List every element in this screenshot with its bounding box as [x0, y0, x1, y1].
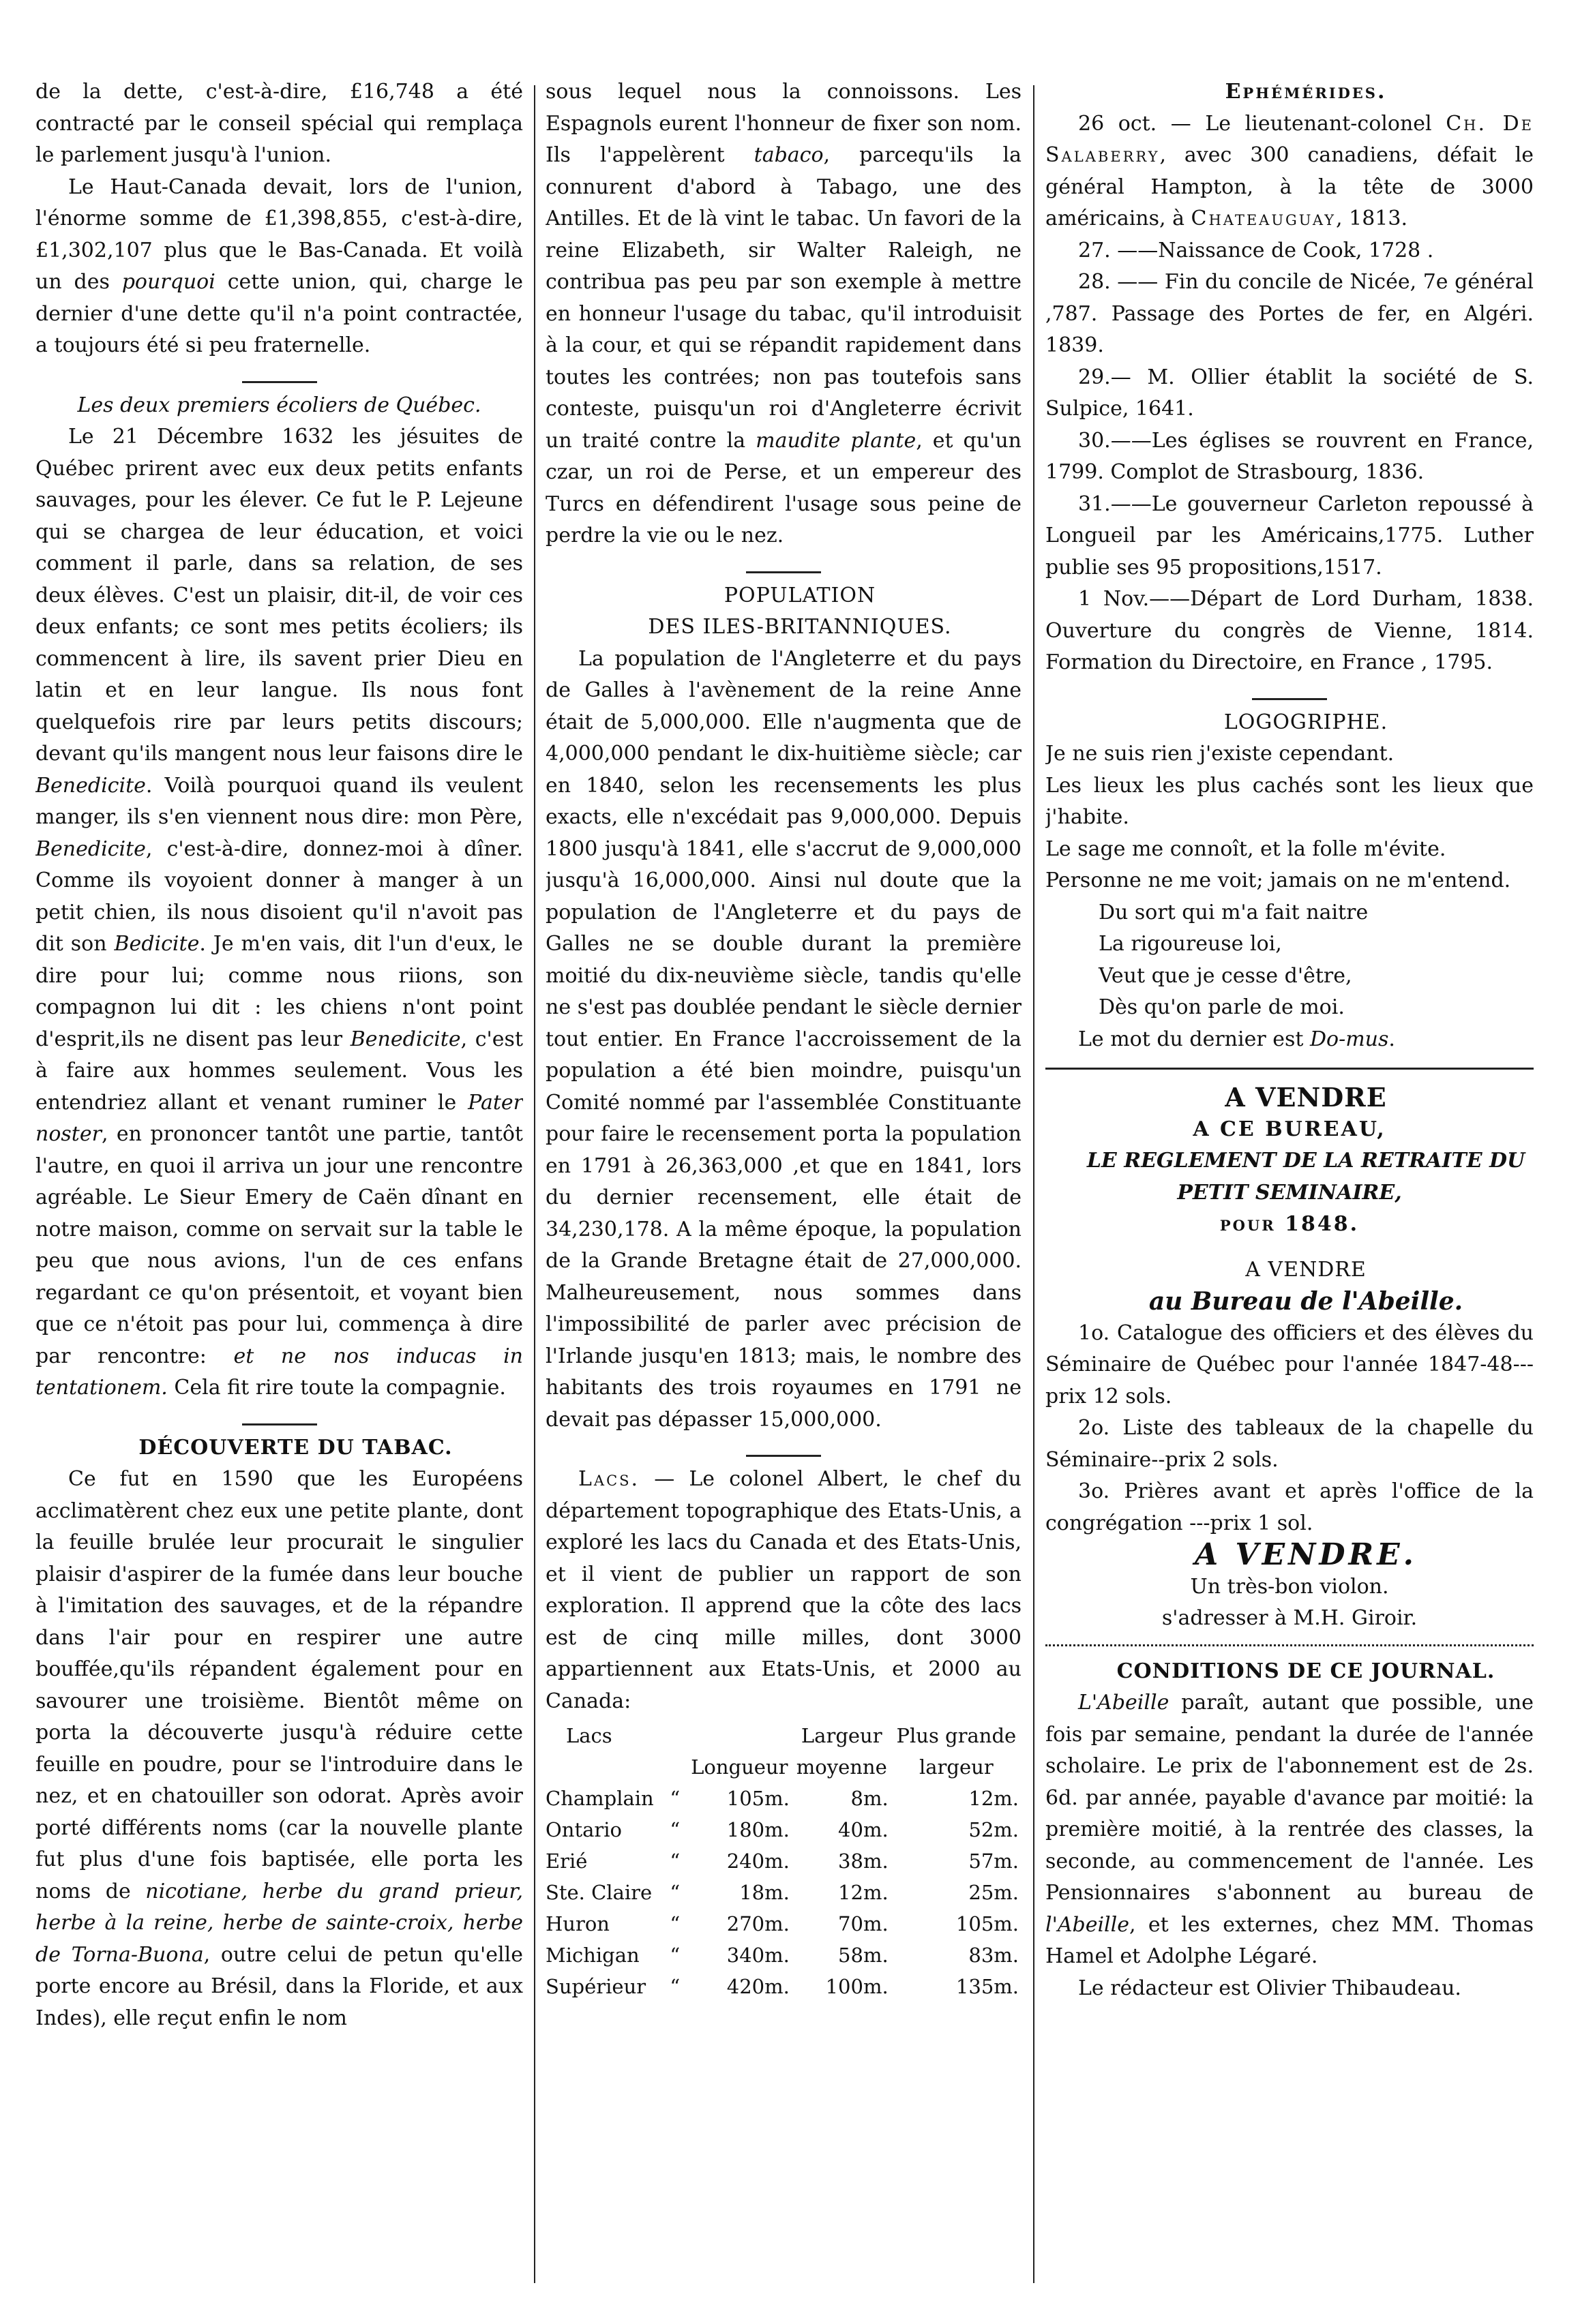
paragraph-dette: de la dette, c'est-à-dire, £16,748 a été contracté par le conseil spécial qui remplaça le parlement jusqu'à l'union.	[35, 80, 523, 167]
lake-max-width: 135m.	[955, 1975, 1019, 1998]
lake-avg-width: 40m.	[838, 1818, 889, 1841]
lake-max-width: 25m.	[968, 1881, 1019, 1904]
table-row	[546, 1814, 1022, 1845]
lacs-label: Lacs.	[578, 1467, 640, 1491]
text-span: , et qu'un czar, un roi de Perse, et un empereur des Turcs en défendirent l'usage sous peine de perdre la vie ou le nez.	[546, 428, 1022, 547]
column-2	[546, 76, 1022, 2283]
lake-max-width: 83m.	[968, 1944, 1019, 1967]
ad-year: pour 1848.	[1219, 1212, 1360, 1236]
table-row	[546, 1971, 1022, 2002]
text-span: , en prononcer tantôt une partie, tantôt l'autre, en quoi il arriva un jour une rencontre agréable. Le Sieur Emery de Caën dînant en notre maison, comme on servait sur la table le peu que nous avions, l'un de ces enfans regardant ce qu'on présentoit, et voyant bien que ce n'étoit pas pour lui, commença à dire par rencontre:	[35, 1122, 523, 1368]
emphasis: nicotiane, herbe du grand prieur, herbe à la reine, herbe de sainte-croix, herbe de Torna-Buona	[35, 1879, 523, 1967]
verse-line: Veut que je cesse d'être,	[1099, 963, 1352, 988]
text-span: , et les externes, chez MM. Thomas Hamel et Adolphe Légaré.	[1045, 1912, 1534, 1968]
lake-length: 420m.	[726, 1975, 790, 1998]
ditto-mark: “	[670, 1944, 681, 1967]
ephemeride-entry	[1045, 108, 1534, 235]
text-span: Le mot du dernier est	[1078, 1027, 1304, 1051]
section-rule	[242, 381, 317, 383]
ephemeride-entry: 31.——Le gouverneur Carleton repoussé à Longueil par les Américains,1775. Luther publie ses 95 propositions,1517.	[1045, 492, 1534, 579]
column-divider	[534, 85, 535, 2283]
ad-body: LE REGLEMENT DE LA RETRAITE DU PETIT SEMINAIRE,	[1086, 1149, 1525, 1205]
paragraph-lacs	[546, 1464, 1022, 1717]
table-row	[546, 1940, 1022, 1971]
section-rule	[1045, 1068, 1534, 1070]
table-row	[546, 1908, 1022, 1940]
heading-conditions: CONDITIONS DE CE JOURNAL.	[1116, 1659, 1495, 1683]
lake-length: 18m.	[739, 1881, 790, 1904]
column-header: Plus grande	[896, 1724, 1017, 1747]
ad-title: A VENDRE	[1225, 1082, 1387, 1113]
text-span: .	[1388, 1027, 1395, 1051]
lake-avg-width: 12m.	[838, 1881, 889, 1904]
ephemeride-entry: 27. ——Naissance de Cook, 1728 .	[1078, 238, 1434, 262]
logogriphe-line: Personne ne me voit; jamais on ne m'entend.	[1045, 869, 1511, 892]
lake-max-width: 105m.	[955, 1912, 1019, 1935]
lake-name: Huron	[546, 1912, 610, 1935]
ephemeride-entry: 29.— M. Ollier établit la société de S. Sulpice, 1641.	[1045, 365, 1534, 421]
lake-avg-width: 58m.	[838, 1944, 889, 1967]
lake-avg-width: 38m.	[838, 1850, 889, 1873]
table-header-row	[546, 1751, 1022, 1783]
verse-line: La rigoureuse loi,	[1099, 932, 1282, 956]
text-span: cette union, qui, charge le dernier d'une dette qu'il n'a point contractée, a toujours été si peu fraternelle.	[35, 270, 523, 357]
section-rule	[1045, 1644, 1534, 1646]
paragraph-population: La population de l'Angleterre et du pays de Galles à l'avènement de la reine Anne était de 5,000,000. Elle n'augmenta que de 4,000,000 pendant le dix-huitième siècle; car en 1840, selon les recensements les plus exacts, elle n'excédait pas 9,000,000. Depuis 1800 jusqu'à 1841, elle s'accrut de 9,000,000 jusqu'à 16,000,000. Ainsi nul doute que la population de l'Angleterre et du pays de Galles ne se double durant la première moitié du dix-neuvième siècle, tandis qu'elle ne s'est pas doublée pendant le siècle dernier tout entier. En France l'accroissement de la population a été bien moindre, puisqu'un Comité nommé par l'assemblée Constituante pour faire le recensement porta la population en 1791 à 26,363,000 ,et que en 1841, lors du dernier recensement, elle était de 34,230,178. A la même époque, la population de la Grande Bretagne était de 27,000,000. Malheureusement, nous sommes dans l'impossibilité de parler avec précision de l'Irlande jusqu'en 1813; mais, le nombre des habitants des trois royaumes en 1791 ne devait pas dépasser 15,000,000.	[546, 646, 1022, 1432]
ditto-mark: “	[670, 1818, 681, 1841]
emphasis: Benedicite	[35, 836, 146, 861]
verse-line: Dès qu'on parle de moi.	[1099, 995, 1345, 1019]
emphasis: Bedicite	[114, 932, 200, 956]
lake-avg-width: 100m.	[825, 1975, 889, 1998]
logogriphe-line: Je ne suis rien j'existe cependant.	[1045, 742, 1395, 766]
column-header	[664, 1720, 687, 1751]
text-span: , c'est à faire aux hommes seulement. Vous les entendriez allant et venant ruminer le	[35, 1027, 523, 1115]
lake-max-width: 52m.	[968, 1818, 1019, 1841]
paragraph-redacteur: Le rédacteur est Olivier Thibaudeau.	[1078, 1976, 1461, 2000]
logogriphe-line: Le sage me connoît, et la folle m'évite.	[1045, 836, 1446, 861]
text-span: sous lequel nous la connoissons. Les Espagnols eurent l'honneur de fixer son nom. Ils l'appelèrent	[546, 80, 1022, 167]
lake-avg-width: 70m.	[838, 1912, 889, 1935]
heading-population: POPULATION	[724, 583, 876, 607]
text-span: , avec 300 canadiens, défait le général Hampton, à la tête de 3000 américains, à	[1045, 143, 1534, 230]
column-header: moyenne	[796, 1755, 887, 1779]
table-row	[546, 1845, 1022, 1877]
ditto-mark: “	[670, 1787, 681, 1810]
lake-length: 240m.	[726, 1850, 790, 1873]
column-3	[1045, 76, 1534, 2283]
lake-length: 180m.	[726, 1818, 790, 1841]
heading-population-sub: DES ILES-BRITANNIQUES.	[648, 615, 952, 639]
heading-ecoliers: Les deux premiers écoliers de Québec.	[77, 393, 481, 417]
column-header	[546, 1751, 664, 1783]
ephemeride-entry: 28. —— Fin du concile de Nicée, 7e général ,787. Passage des Portes de fer, en Algéri. 1839.	[1045, 270, 1534, 357]
paragraph-ecoliers	[35, 421, 523, 1404]
ad-item: 3o. Prières avant et après l'office de la congrégation ---prix 1 sol.	[1045, 1479, 1534, 1535]
text-span: , 1813.	[1336, 207, 1407, 230]
lake-name: Ontario	[546, 1818, 622, 1841]
section-rule	[1252, 698, 1327, 700]
lake-length: 270m.	[726, 1912, 790, 1935]
text-span: , c'est-à-dire, donnez-moi à dîner. Comme ils voyoient donner à manger à un petit chien, ils nous disoient qu'il n'avoit pas dit son	[35, 836, 523, 956]
logogriphe-answer	[1045, 1024, 1534, 1056]
text-span: Ch. De Salaberry	[1045, 111, 1534, 167]
column-header: largeur	[919, 1755, 994, 1779]
verse-line: Du sort qui m'a fait naitre	[1099, 900, 1369, 924]
text-span: Chateauguay	[1191, 207, 1337, 230]
emphasis: maudite plante	[756, 428, 916, 453]
ditto-mark: “	[670, 1912, 681, 1935]
lake-length: 105m.	[726, 1787, 790, 1810]
ephemeride-entry: 1 Nov.——Départ de Lord Durham, 1838. Ouverture du congrès de Vienne, 1814. Formation du Directoire, en France , 1795.	[1045, 587, 1534, 674]
ditto-mark: “	[670, 1850, 681, 1873]
text-span: , outre celui de petun qu'elle porte encore au Brésil, dans la Floride, et aux Indes), elle reçut enfin le nom	[35, 1942, 523, 2030]
lake-name: Supérieur	[546, 1975, 646, 1998]
paragraph-tabac	[35, 1464, 523, 2034]
column-header	[687, 1720, 792, 1751]
lake-name: Michigan	[546, 1944, 640, 1967]
text-span: — Le colonel Albert, le chef du département topographique des Etats-Unis, a exploré les lacs du Canada et des Etats-Unis, et il vient de publier un rapport de son exploration. Il apprend que la côte des lacs est de cinq mille milles, dont 3000 appartiennent aux Etats-Unis, et 2000 au Canada:	[546, 1467, 1022, 1713]
lake-avg-width: 8m.	[850, 1787, 889, 1810]
ad-contact: s'adresser à M.H. Giroir.	[1161, 1606, 1418, 1630]
table-header-row	[546, 1720, 1022, 1751]
text-span: Le Haut-Canada devait, lors de l'union, l'énorme somme de £1,398,855, c'est-à-dire, £1,302,107 plus que le Bas-Canada. Et voilà un des	[35, 175, 523, 294]
text-span: . Je m'en vais, dit l'un d'eux, le dire pour lui; comme nous riions, son compagnon lui dit : les chiens n'ont point d'esprit,ils ne disent pas leur	[35, 932, 523, 1051]
section-rule	[746, 1455, 821, 1457]
ad-title: A VENDRE	[1245, 1257, 1367, 1282]
text-span: . Voilà pourquoi quand ils veulent manger, ils s'en viennent nous dire: mon Père,	[35, 773, 523, 829]
text-span: paraît, autant que possible, une fois par semaine, pendant la durée de l'année scholaire. Le prix de l'abonnement est de 2s. 6d. par année, payable d'avance par moitié: la première moitié, à la rentrée des classes, la seconde, au commencement de l'année. Les Pensionnaires s'abonnent au bureau de	[1045, 1691, 1534, 1905]
emphasis: l'Abeille	[1045, 1912, 1130, 1937]
text-span: , parcequ'ils la connurent d'abord à Tabago, une des Antilles. Et de là vint le tabac. Un favori de la reine Elizabeth, sir Walter Raleigh, ne contribua pas peu par son exemple à mettre en honneur l'usage du tabac, qu'il introduisit à la cour, et qui se répandit rapidement dans toutes les contrées; non pas toutefois sans conteste, puisqu'un roi d'Angleterre écrivit un traité contre la	[546, 143, 1022, 453]
heading-tabac: DÉCOUVERTE DU TABAC.	[138, 1435, 453, 1460]
ad-title: A VENDRE.	[1195, 1537, 1417, 1572]
column-header: Longueur	[691, 1755, 788, 1779]
emphasis: tabaco	[754, 143, 824, 167]
ad-subtitle: au Bureau de l'Abeille.	[1148, 1287, 1463, 1316]
table-row	[546, 1783, 1022, 1814]
emphasis: pourquoi	[121, 270, 215, 294]
ad-subtitle: A CE BUREAU,	[1193, 1117, 1386, 1141]
logogriphe-line: Les lieux les plus cachés sont les lieux que j'habite.	[1045, 773, 1534, 829]
paragraph-conditions	[1045, 1687, 1534, 1973]
section-rule	[746, 571, 821, 573]
emphasis: Benedicite	[35, 773, 146, 798]
text-span: 26 oct. — Le lieutenant-colonel	[1078, 111, 1432, 136]
column-header: Lacs	[566, 1724, 612, 1747]
column-1	[35, 76, 523, 2283]
lake-name: Ste. Claire	[546, 1881, 653, 1904]
lake-name: Champlain	[546, 1787, 654, 1810]
paragraph-haut-canada	[35, 172, 523, 362]
emphasis: et ne nos inducas in tentationem.	[35, 1344, 523, 1400]
lake-max-width: 57m.	[968, 1850, 1019, 1873]
lakes-table	[546, 1720, 1022, 2002]
paragraph-tabac-suite	[546, 76, 1022, 552]
emphasis: Do-mus	[1309, 1027, 1389, 1051]
ad-item: 1o. Catalogue des officiers et des élèves du Séminaire de Québec pour l'année 1847-48---prix 12 sols.	[1045, 1321, 1534, 1408]
table-row	[546, 1877, 1022, 1908]
lake-length: 340m.	[726, 1944, 790, 1967]
ditto-mark: “	[670, 1881, 681, 1904]
ad-item: 2o. Liste des tableaux de la chapelle du Séminaire--prix 2 sols.	[1045, 1416, 1534, 1472]
ephemeride-entry: 30.——Les églises se rouvrent en France, 1799. Complot de Strasbourg, 1836.	[1045, 428, 1534, 484]
heading-logogriphe: LOGOGRIPHE.	[1223, 710, 1388, 734]
lake-max-width: 12m.	[968, 1787, 1019, 1810]
heading-ephemerides: Ephémérides.	[1225, 80, 1387, 104]
ad-body: Un très-bon violon.	[1190, 1574, 1389, 1599]
column-divider	[1033, 85, 1034, 2283]
lake-name: Erié	[546, 1850, 588, 1873]
emphasis: Benedicite	[350, 1027, 461, 1051]
column-header: Largeur	[801, 1724, 882, 1747]
emphasis: L'Abeille	[1078, 1691, 1169, 1715]
ditto-mark: “	[670, 1975, 681, 1998]
emphasis: Pater noster	[35, 1090, 523, 1146]
section-rule	[242, 1423, 317, 1425]
text-span: Cela fit rire toute la compagnie.	[174, 1376, 506, 1400]
column-header	[664, 1751, 687, 1783]
text-span: Le 21 Décembre 1632 les jésuites de Québec prirent avec eux deux petits enfants sauvages, pour les élever. Ce fut le P. Lejeune qui se chargea de leur éducation, et voici comment il parle, dans sa relation, de ses deux élèves. C'est un plaisir, dit-il, de voir ces deux enfants; ce sont mes petits écoliers; ils commencent à lire, ils savent prier Dieu en latin et en leur langue. Ils nous font quelquefois rire par leurs petits discours; devant qu'ils mangent nous leur faisons dire le	[35, 425, 523, 766]
text-span: Ce fut en 1590 que les Européens acclimatèrent chez eux une petite plante, dont la feuille brulée leur procurait le singulier plaisir d'aspirer de la fumée dans leur bouche à l'imitation des sauvages, et de la répandre dans l'air pour en respirer une autre bouffée,qu'ils répandent également pour en savourer une troisième. Bientôt même on porta la découverte jusqu'à réduire cette feuille en poudre, pour se l'introduire dans le nez, et en chatouiller son odorat. Après avoir porté différents noms (car la nouvelle plante fut plus d'une fois baptisée, elle porta les noms de	[35, 1467, 523, 1903]
